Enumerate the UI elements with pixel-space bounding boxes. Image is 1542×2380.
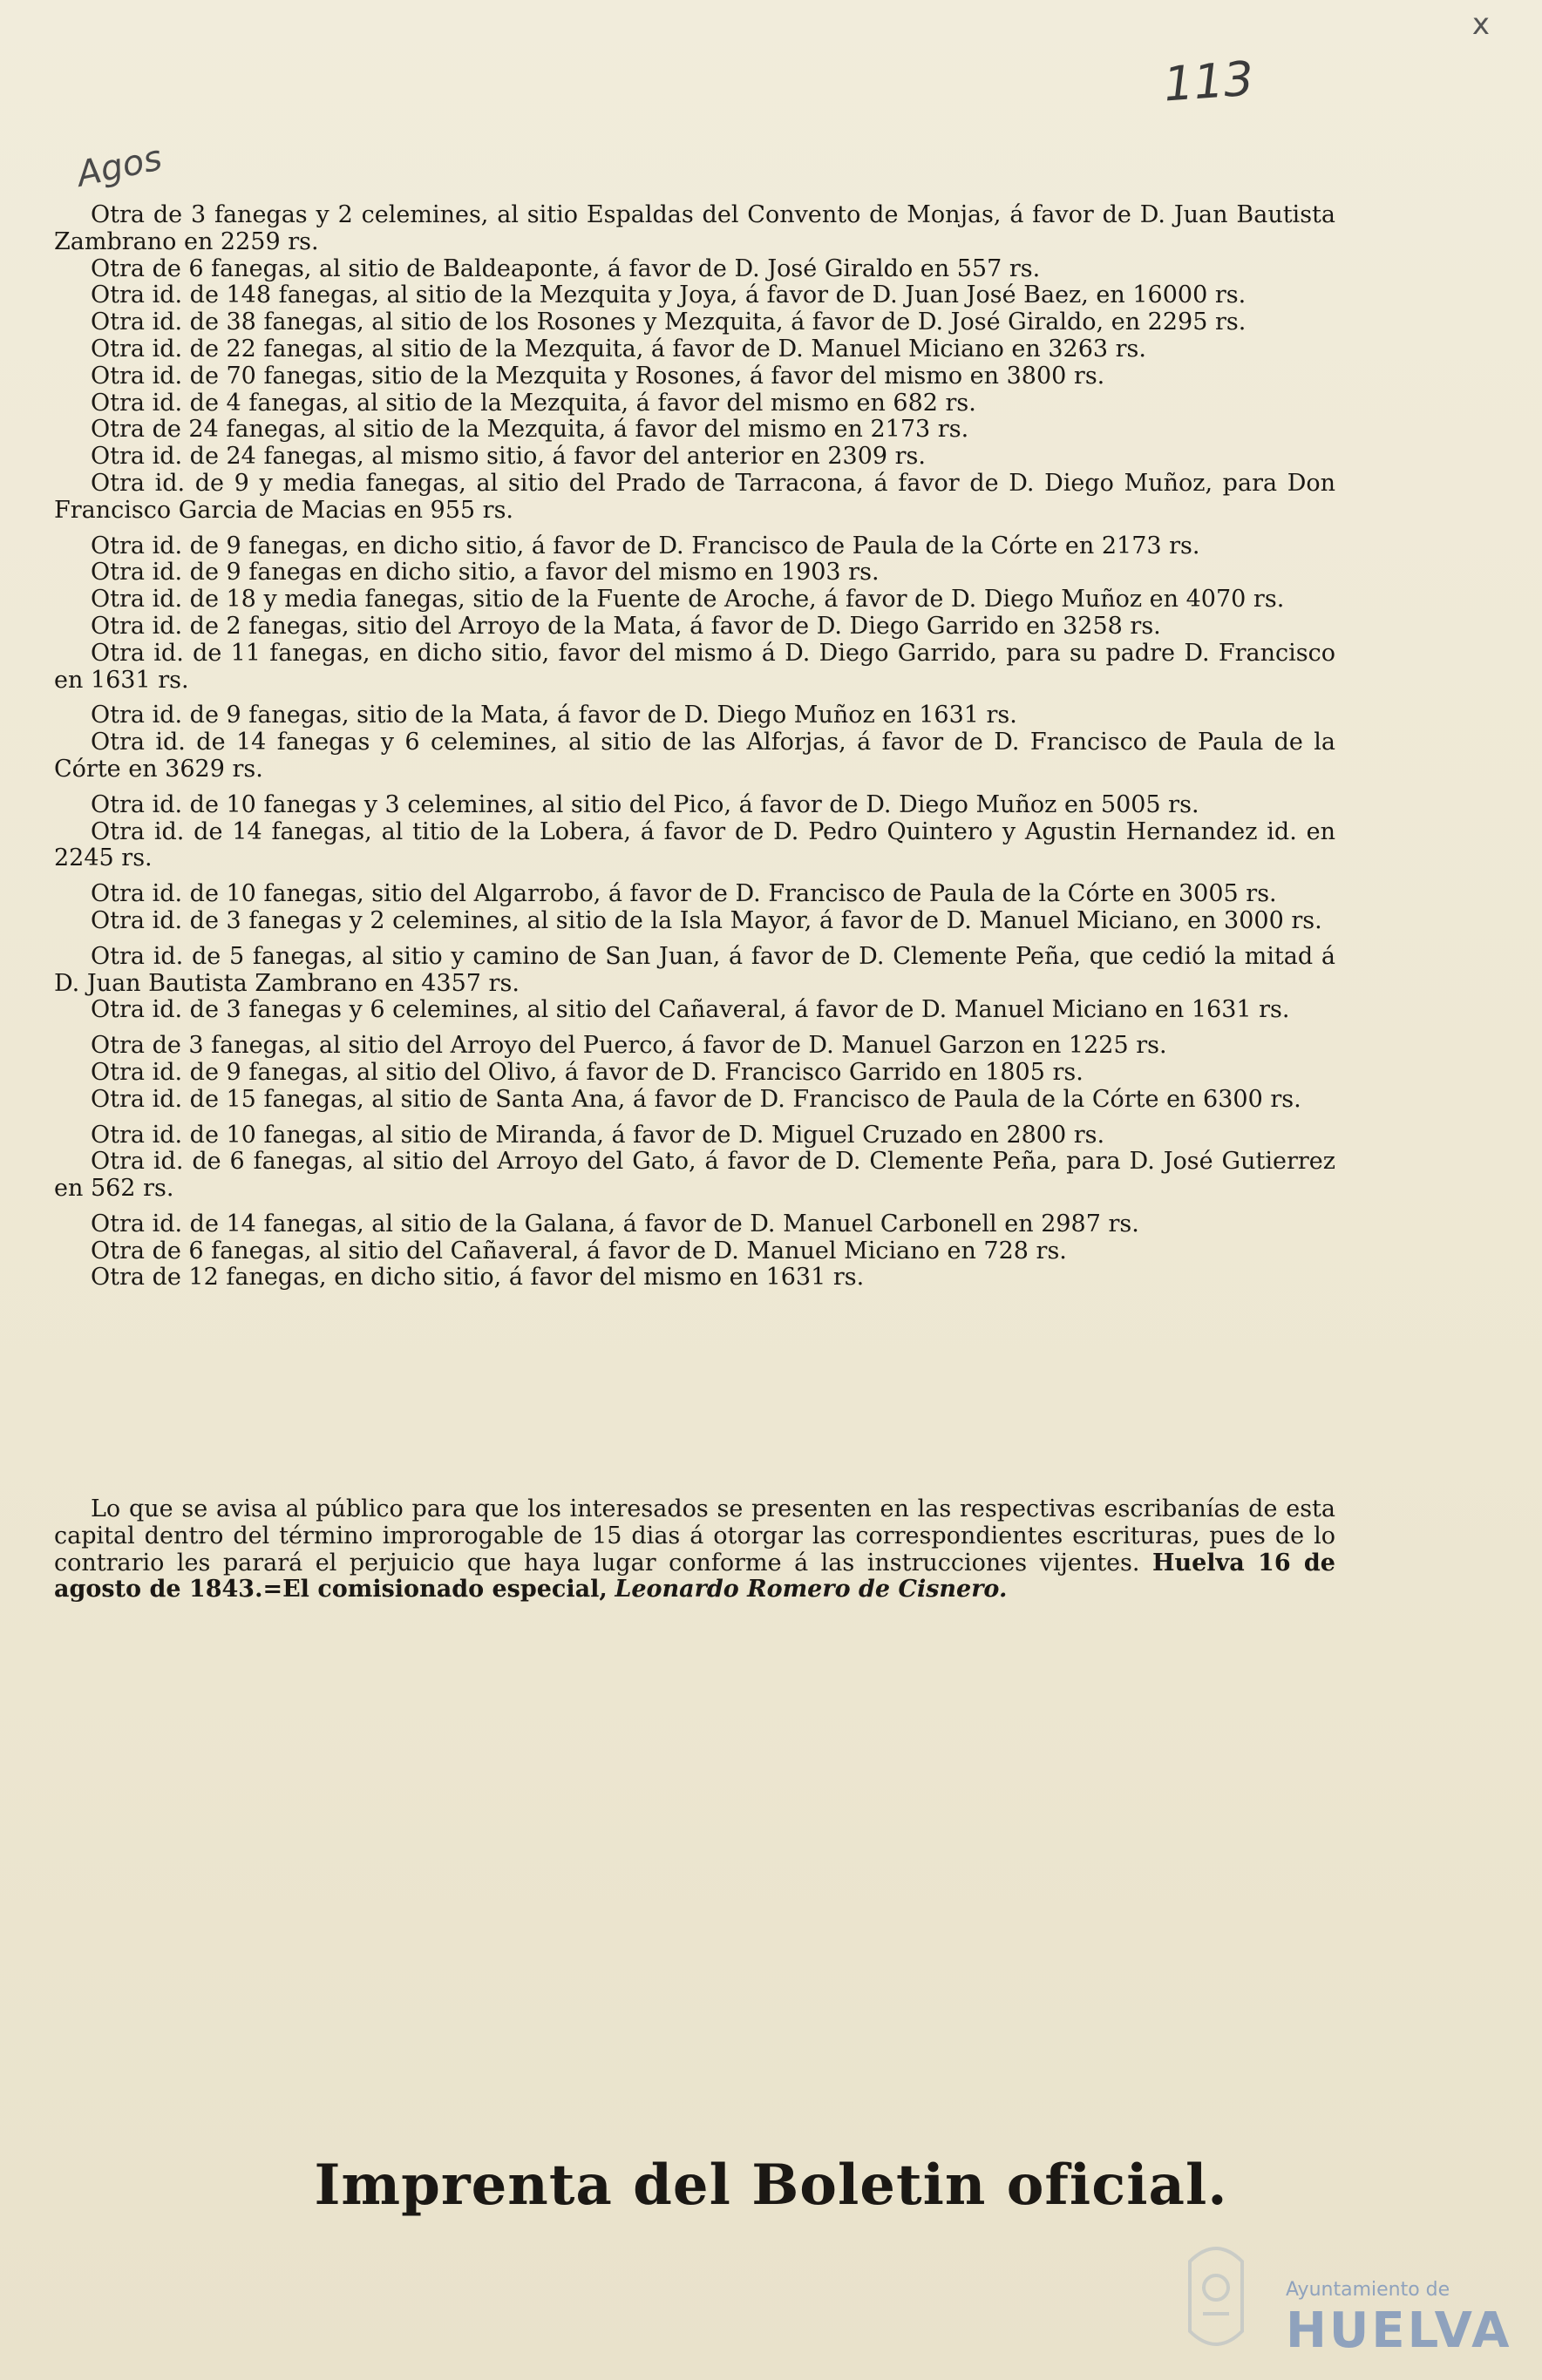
- entry: Otra de 6 fanegas, al sitio del Cañaveral, á favor de D. Manuel Miciano en 728 rs.: [91, 1237, 1067, 1265]
- watermark-label: Ayuntamiento de: [1286, 2279, 1450, 2301]
- entry: Otra id. de 2 fanegas, sitio del Arroyo de la Mata, á favor de D. Diego Garrido en 3258 rs.: [91, 612, 1161, 640]
- entry: Otra id. de 14 fanegas, al titio de la Lobera, á favor de D. Pedro Quintero y Agustin Hernandez id. en 2245 rs.: [54, 817, 1335, 872]
- entry: Otra id. de 4 fanegas, al sitio de la Mezquita, á favor del mismo en 682 rs.: [91, 389, 976, 417]
- entry: Otra id. de 3 fanegas y 2 celemines, al sitio de la Isla Mayor, á favor de D. Manuel Miciano, en 3000 rs.: [91, 906, 1322, 934]
- entry: Otra de 6 fanegas, al sitio de Baldeaponte, á favor de D. José Giraldo en 557 rs.: [91, 254, 1041, 282]
- entry: Otra id. de 24 fanegas, al mismo sitio, á favor del anterior en 2309 rs.: [91, 443, 926, 471]
- entry: Otra de 3 fanegas, al sitio del Arroyo del Puerco, á favor de D. Manuel Garzon en 1225 rs.: [91, 1032, 1167, 1060]
- entry: Otra id. de 10 fanegas, al sitio de Miranda, á favor de D. Miguel Cruzado en 2800 rs.: [91, 1121, 1105, 1149]
- entry: Otra id. de 148 fanegas, al sitio de la Mezquita y Joya, á favor de D. Juan José Baez, en 16000 rs.: [91, 281, 1247, 309]
- entry: Otra id. de 9 fanegas, sitio de la Mata, á favor de D. Diego Muñoz en 1631 rs.: [91, 702, 1017, 729]
- corner-pencil-mark: x: [1471, 7, 1490, 42]
- entry: Otra de 24 fanegas, al sitio de la Mezquita, á favor del mismo en 2173 rs.: [91, 416, 969, 444]
- entry: Otra id. de 14 fanegas y 6 celemines, al sitio de las Alforjas, á favor de D. Francisco de Paula de la Córte en 3629 rs.: [54, 729, 1335, 783]
- signer-name: Leonardo Romero de Cisnero.: [615, 1576, 1008, 1604]
- entry: Otra id. de 70 fanegas, sitio de la Mezquita y Rosones, á favor del mismo en 3800 rs.: [91, 362, 1105, 390]
- public-notice: [54, 1496, 1335, 1604]
- entry: Otra id. de 9 fanegas, al sitio del Olivo, á favor de D. Francisco Garrido en 1805 rs.: [91, 1058, 1083, 1086]
- signer-title: =El comisionado especial,: [262, 1576, 608, 1604]
- entry: Otra id. de 38 fanegas, al sitio de los Rosones y Mezquita, á favor de D. José Giraldo, en 2295 rs.: [91, 309, 1247, 336]
- entry: Otra de 12 fanegas, en dicho sitio, á favor del mismo en 1631 rs.: [91, 1264, 865, 1292]
- entry: Otra id. de 14 fanegas, al sitio de la Galana, á favor de D. Manuel Carbonell en 2987 rs.: [91, 1210, 1139, 1237]
- entry: Otra id. de 22 fanegas, al sitio de la Mezquita, á favor de D. Manuel Miciano en 3263 rs.: [91, 335, 1146, 363]
- entry: Otra id. de 5 fanegas, al sitio y camino de San Juan, á favor de D. Clemente Peña, que cedió la mitad á D. Juan Bautista Zambrano en 4357 rs.: [54, 942, 1335, 997]
- handwritten-note: Agos: [73, 138, 166, 195]
- entry: Otra id. de 9 fanegas, en dicho sitio, á favor de D. Francisco de Paula de la Córte en 2173 rs.: [91, 532, 1200, 559]
- notice-date: Huelva 16 de agosto de 1843.: [54, 1549, 1335, 1604]
- entry: Otra id. de 3 fanegas y 6 celemines, al sitio del Cañaveral, á favor de D. Manuel Miciano en 1631 rs.: [91, 996, 1290, 1024]
- entries-list: [54, 202, 1335, 1292]
- entry: Otra id. de 15 fanegas, al sitio de Santa Ana, á favor de D. Francisco de Paula de la Córte en 6300 rs.: [91, 1085, 1301, 1113]
- notice-text: Lo que se avisa al público para que los interesados se presenten en las respectivas escribanías de esta capital dentro del término improrogable de 15 dias á otorgar las correspondientes escrituras, pues de lo contrario les parará el perjuicio que haya lugar conforme á las instrucciones vijentes.: [54, 1495, 1335, 1576]
- entry: Otra de 3 fanegas y 2 celemines, al sitio Espaldas del Convento de Monjas, á favor de D. Juan Bautista Zambrano en 2259 rs.: [54, 201, 1335, 255]
- entry: Otra id. de 10 fanegas, sitio del Algarrobo, á favor de D. Francisco de Paula de la Córte en 3005 rs.: [91, 880, 1277, 908]
- imprint-line: Imprenta del Boletin oficial.: [314, 2153, 1228, 2218]
- entry: Otra id. de 6 fanegas, al sitio del Arroyo del Gato, á favor de D. Clemente Peña, para D. José Gutierrez en 562 rs.: [54, 1148, 1335, 1203]
- folio-number: 113: [1161, 51, 1256, 112]
- entry: Otra id. de 9 y media fanegas, al sitio del Prado de Tarracona, á favor de D. Diego Muñoz, para Don Francisco Garcia de Macias en 955 rs.: [54, 469, 1335, 524]
- watermark-name: HUELVA: [1286, 2302, 1512, 2359]
- entry: Otra id. de 9 fanegas en dicho sitio, a favor del mismo en 1903 rs.: [91, 559, 880, 587]
- entry: Otra id. de 18 y media fanegas, sitio de la Fuente de Aroche, á favor de D. Diego Muñoz en 4070 rs.: [91, 586, 1285, 614]
- entry: Otra id. de 10 fanegas y 3 celemines, al sitio del Pico, á favor de D. Diego Muñoz en 5005 rs.: [91, 790, 1199, 818]
- entry: Otra id. de 11 fanegas, en dicho sitio, favor del mismo á D. Diego Garrido, para su padre D. Francisco en 1631 rs.: [54, 639, 1335, 694]
